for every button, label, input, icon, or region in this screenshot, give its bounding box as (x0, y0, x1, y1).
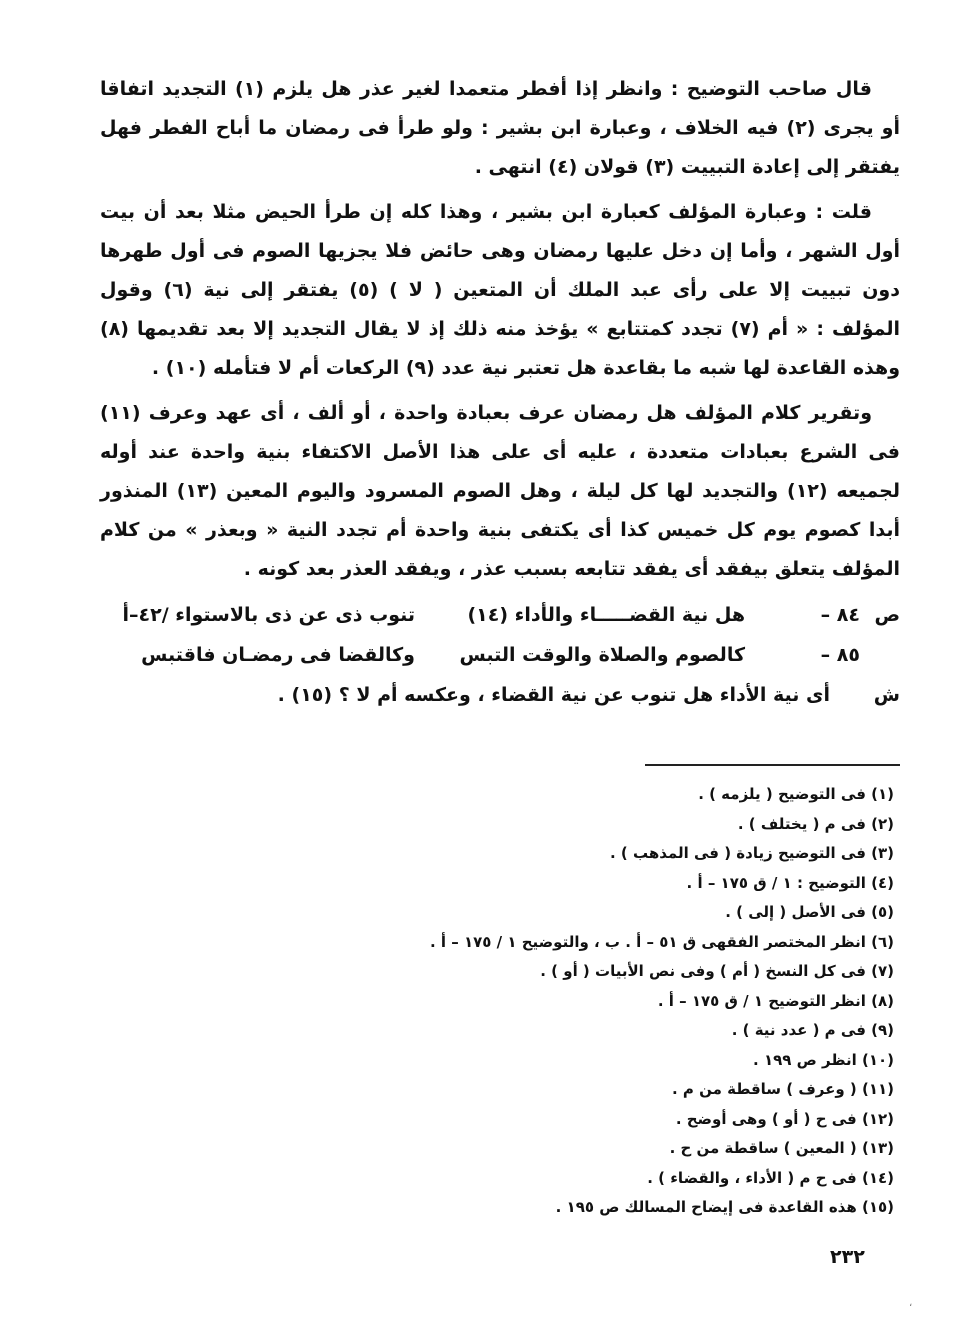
footnote-15: (١٥) هذه القاعدة فى إيضاح المسالك ص ١٩٥ . (555, 1198, 894, 1216)
footnote-11: (١١) ( وعرف ) ساقطة من م . (671, 1080, 894, 1098)
verse-84 (100, 595, 900, 635)
paragraph-3 (100, 394, 900, 589)
verse-label: ص (874, 604, 900, 626)
page-body (100, 70, 900, 715)
verse-85 (100, 635, 900, 675)
footnote-8: (٨) انظر التوضيح ١ / ق ١٧٥ – أ . (657, 991, 894, 1010)
footnote-13: (١٣) ( المعين ) ساقطة من ح . (669, 1139, 894, 1157)
footnote-3: (٣) فى التوضيح زيادة ( فى المذهب ) . (609, 844, 894, 862)
verse-hemistich-2: تنوب ذى عن ذى بالاستواء /٤٢–أ (122, 604, 415, 626)
paragraph-1-text: قال صاحب التوضيح : وانظر إذا أفطر متعمدا لغير عذر هل يلزم (١) التجديد اتفاقا أو يجرى (٢) فيه الخلاف ، وعبارة ابن بشير : ولو طرأ فى رمضان ما أباح الفطر فهل يفتقر إلى إعادة التبييت (٣) قولان (٤) انتهى . (100, 78, 900, 178)
verse-hemistich-1: كالصوم والصلاة والوقت التبس (459, 644, 745, 666)
footnote-5: (٥) فى الأصل ( إلى ) . (725, 903, 894, 921)
verse-number: ٨٤ – (820, 604, 860, 626)
footnote-7: (٧) فى كل النسخ ( أم ) وفى نص الأبيات ( أو ) . (540, 962, 894, 980)
verse-hemistich-1: هل نية القضـــــاء والأداء (١٤) (467, 604, 745, 626)
commentary-text: أى نية الأداء هل تنوب عن نية القضاء ، وعكسه أم لا ؟ (١٥) . (277, 684, 830, 706)
paragraph-1 (100, 70, 900, 187)
paragraph-2 (100, 193, 900, 388)
footnote-divider (645, 764, 900, 766)
commentary (100, 675, 900, 715)
verse-hemistich-2: وكالقضا فى رمضـان فاقتبس (141, 644, 415, 666)
page-number: ٢٣٢ (830, 1246, 865, 1268)
footnote-9: (٩) فى م ( عدد نية ) . (731, 1021, 894, 1039)
scan-mark: ، (909, 1298, 913, 1309)
footnote-14: (١٤) فى ح م ( الأداء ، والقضاء ) . (647, 1168, 894, 1187)
footnotes (274, 780, 894, 1223)
paragraph-3-text: وتقرير كلام المؤلف هل رمضان عرف بعبادة واحدة ، أو ألف ، أى عهد وعرف (١١) فى الشرع بعبادات متعددة ، عليه أى على هذا الأصل الاكتفاء بنية واحدة عند أوله لجميعه (١٢) والتجديد لها كل ليلة ، وهل الصوم المسرود واليوم المعين (١٣) المنذور أبدا كصوم يوم كل خميس كذا أى يكتفى بنية واحدة أم تجدد النية « وبعذر » من كلام المؤلف يتعلق بيفقد أى يفقد تتابعه بسبب عذر ، ويفقد العذر بعد كونه . (100, 402, 900, 580)
paragraph-2-text: قلت : وعبارة المؤلف كعبارة ابن بشير ، وهذا كله إن طرأ الحيض مثلا بعد أن بيت أول الشهر ، وأما إن دخل عليها رمضان وهى حائض فلا يجزيها الصوم فى أول طهرها دون تبييت إلا على رأى عبد الملك أن المتعين ( لا ) (٥) يفتقر إلى نية (٦) وقول المؤلف : « أم (٧) تجدد كمتتابع » يؤخذ منه ذلك إذ لا يقال التجديد إلا بعد تقديمها (٨) وهذه القاعدة لها شبه ما بقاعدة هل تعتبر نية عدد (٩) الركعات أم لا فتأمله (١٠) . (100, 201, 900, 379)
footnote-12: (١٢) فى ح ( أو ) وهى أوضح . (675, 1109, 894, 1128)
footnote-2: (٢) فى م ( يختلف ) . (737, 814, 894, 833)
footnote-1: (١) فى التوضيح ( يلزمه ) . (698, 785, 894, 803)
footnote-4: (٤) التوضيح : ١ / ق ١٧٥ – أ . (686, 873, 894, 892)
footnote-10: (١٠) انظر ص ١٩٩ . (753, 1050, 894, 1069)
commentary-label: ش (873, 684, 900, 706)
verse-number: ٨٥ – (820, 644, 860, 666)
footnote-6: (٦) انظر المختصر الفقهى ق ٥١ – أ . ب ، والتوضيح ١ / ١٧٥ – أ . (429, 932, 894, 951)
